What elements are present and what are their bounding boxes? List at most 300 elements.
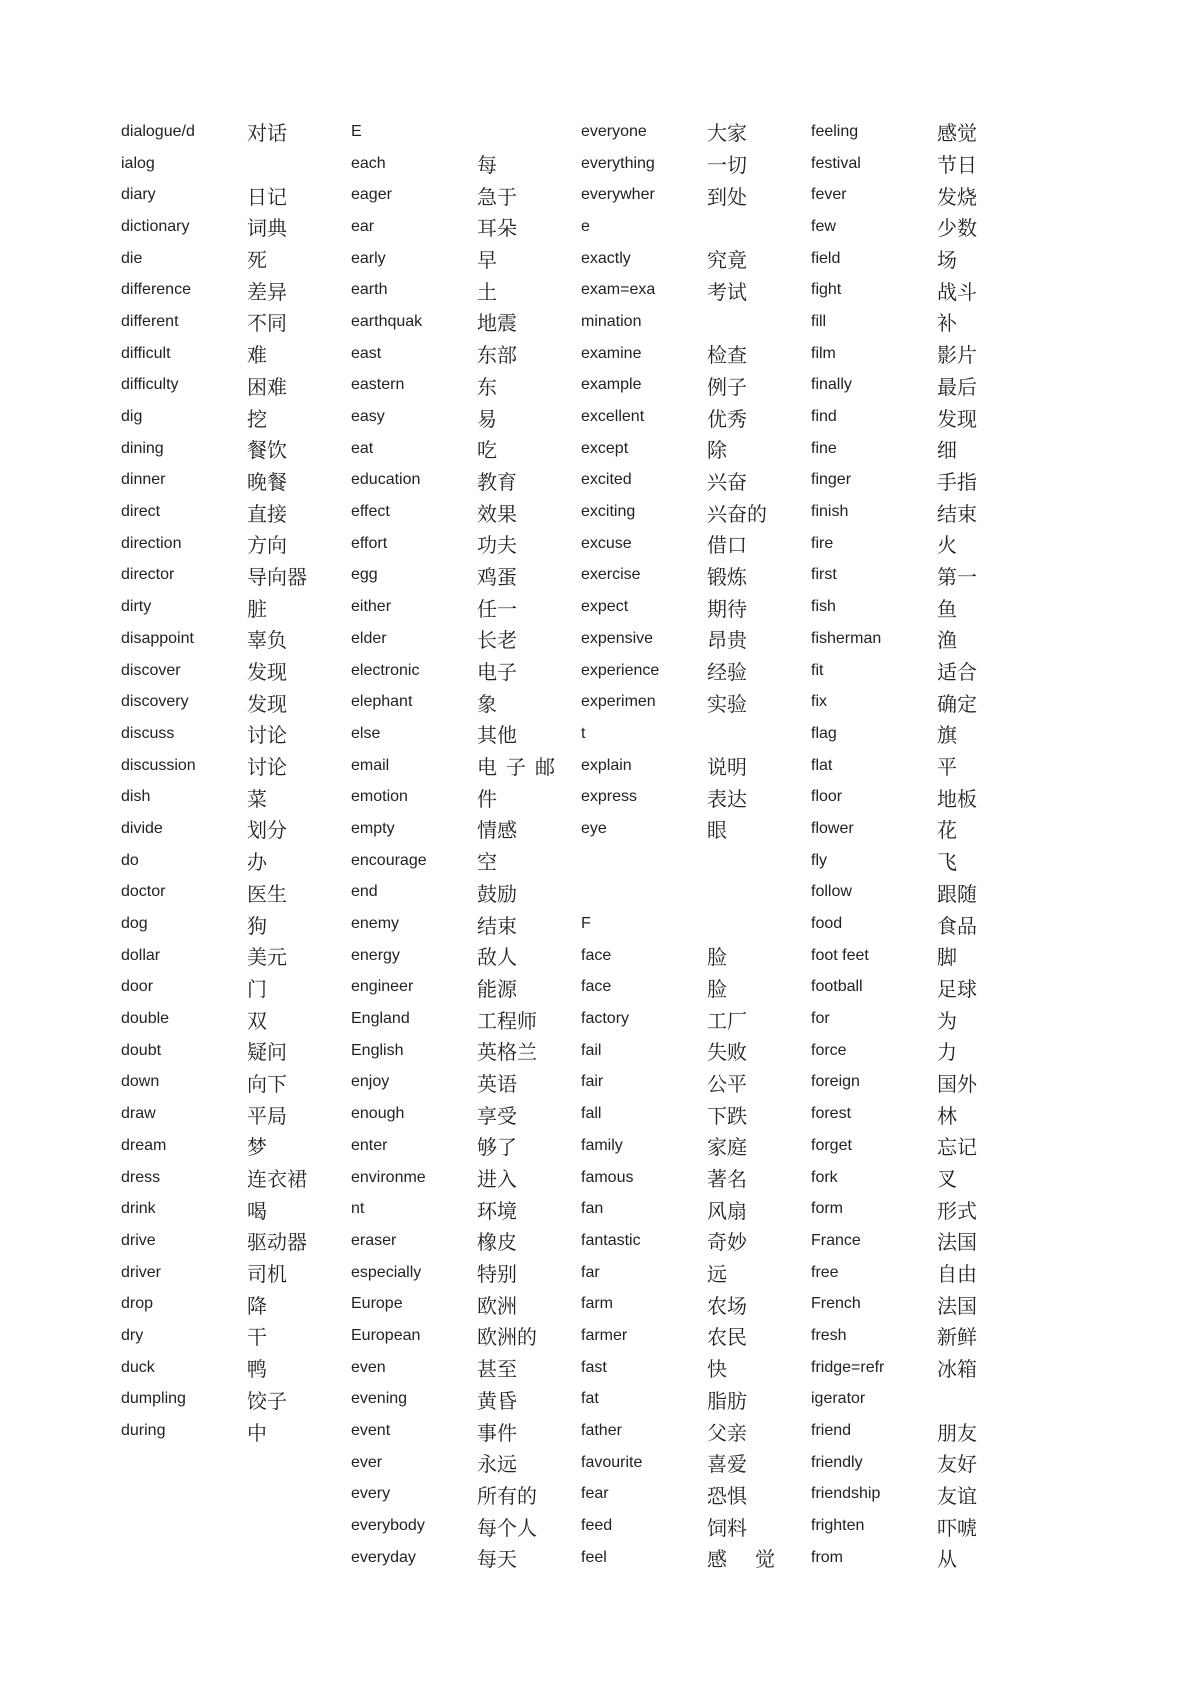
chinese-translation: 饺子 xyxy=(247,1388,287,1413)
vocab-row xyxy=(581,1384,806,1416)
english-word: education xyxy=(351,471,421,489)
english-word: even xyxy=(351,1358,386,1376)
chinese-translation: 感觉 xyxy=(707,1547,803,1572)
vocab-row xyxy=(811,179,1036,211)
vocab-row xyxy=(811,465,1036,497)
english-word: director xyxy=(121,566,175,584)
vocab-row xyxy=(351,1447,576,1479)
chinese-translation: 脏 xyxy=(247,596,267,621)
english-word: evening xyxy=(351,1390,408,1408)
vocab-row xyxy=(351,1510,576,1542)
english-word: foot feet xyxy=(811,946,869,964)
english-word: east xyxy=(351,344,382,362)
vocab-row xyxy=(351,1320,576,1352)
english-word: different xyxy=(121,312,179,330)
english-word: friend xyxy=(811,1422,852,1440)
chinese-translation: 最后 xyxy=(937,374,977,399)
vocab-row xyxy=(351,401,576,433)
vocab-row xyxy=(811,1193,1036,1225)
chinese-translation: 飞 xyxy=(937,850,957,875)
english-word: fine xyxy=(811,439,837,457)
english-word: fill xyxy=(811,312,827,330)
english-word: excuse xyxy=(581,534,632,552)
english-word: flag xyxy=(811,724,837,742)
chinese-translation: 土 xyxy=(477,279,497,304)
vocab-row xyxy=(811,560,1036,592)
vocab-row xyxy=(351,940,576,972)
chinese-translation: 早 xyxy=(477,248,497,273)
chinese-translation: 东 xyxy=(477,374,497,399)
chinese-translation: 细 xyxy=(937,438,957,463)
english-word: far xyxy=(581,1263,600,1281)
english-word: example xyxy=(581,376,642,394)
chinese-translation: 日记 xyxy=(247,184,287,209)
vocab-row xyxy=(121,1162,346,1194)
english-word: eager xyxy=(351,186,392,204)
chinese-translation: 吃 xyxy=(477,438,497,463)
chinese-translation: 英语 xyxy=(477,1071,517,1096)
vocab-row xyxy=(811,1257,1036,1289)
vocab-row xyxy=(121,306,346,338)
vocab-row xyxy=(121,148,346,180)
english-word: dumpling xyxy=(121,1390,186,1408)
vocab-row xyxy=(811,845,1036,877)
vocab-row xyxy=(581,1479,806,1511)
english-word: fat xyxy=(581,1390,599,1408)
chinese-translation: 鸭 xyxy=(247,1357,267,1382)
vocab-row xyxy=(121,1130,346,1162)
english-word: email xyxy=(351,756,390,774)
english-word: early xyxy=(351,249,386,267)
vocab-row xyxy=(581,370,806,402)
vocab-row xyxy=(121,465,346,497)
chinese-translation: 困难 xyxy=(247,374,287,399)
english-word: either xyxy=(351,598,392,616)
chinese-translation: 快 xyxy=(707,1357,727,1382)
chinese-translation: 办 xyxy=(247,850,267,875)
vocab-row xyxy=(811,1003,1036,1035)
chinese-translation: 件 xyxy=(477,786,497,811)
vocab-row xyxy=(351,338,576,370)
vocab-row xyxy=(351,1035,576,1067)
chinese-translation: 远 xyxy=(707,1262,727,1287)
chinese-translation: 空 xyxy=(477,850,497,875)
vocab-column-1 xyxy=(121,116,346,1447)
english-word: free xyxy=(811,1263,839,1281)
english-word: doctor xyxy=(121,883,166,901)
english-word: floor xyxy=(811,788,843,806)
english-word: family xyxy=(581,1136,623,1154)
english-word: difference xyxy=(121,281,191,299)
chinese-translation: 昂贵 xyxy=(707,628,747,653)
vocab-row xyxy=(351,750,576,782)
english-word: dirty xyxy=(121,598,152,616)
vocab-row xyxy=(811,243,1036,275)
chinese-translation: 死 xyxy=(247,248,267,273)
chinese-translation: 工程师 xyxy=(477,1008,537,1033)
chinese-translation: 恐惧 xyxy=(707,1483,747,1508)
vocab-row xyxy=(351,623,576,655)
chinese-translation: 英格兰 xyxy=(477,1040,537,1065)
english-word: exam=exa xyxy=(581,281,656,299)
english-word: finally xyxy=(811,376,852,394)
chinese-translation: 兴奋 xyxy=(707,469,747,494)
chinese-translation: 特别 xyxy=(477,1262,517,1287)
chinese-translation: 优秀 xyxy=(707,406,747,431)
vocab-row xyxy=(121,972,346,1004)
vocab-row xyxy=(121,813,346,845)
chinese-translation: 黄昏 xyxy=(477,1388,517,1413)
english-word: film xyxy=(811,344,836,362)
english-word: dream xyxy=(121,1136,167,1154)
chinese-translation: 冰箱 xyxy=(937,1357,977,1382)
vocab-row xyxy=(121,877,346,909)
english-word: eastern xyxy=(351,376,405,394)
english-word: die xyxy=(121,249,143,267)
vocab-row xyxy=(811,211,1036,243)
english-word: everywher xyxy=(581,186,655,204)
chinese-translation: 永远 xyxy=(477,1452,517,1477)
vocab-row xyxy=(581,1510,806,1542)
vocab-row xyxy=(581,338,806,370)
vocab-row xyxy=(581,686,806,718)
english-word: difficulty xyxy=(121,376,179,394)
chinese-translation: 父亲 xyxy=(707,1420,747,1445)
chinese-translation: 甚至 xyxy=(477,1357,517,1382)
chinese-translation: 著名 xyxy=(707,1167,747,1192)
chinese-translation: 欧洲的 xyxy=(477,1325,537,1350)
english-word: French xyxy=(811,1295,861,1313)
vocab-row xyxy=(581,623,806,655)
chinese-translation: 旗 xyxy=(937,723,957,748)
english-word: fast xyxy=(581,1358,607,1376)
vocab-row xyxy=(351,243,576,275)
vocab-row xyxy=(811,1447,1036,1479)
chinese-translation: 例子 xyxy=(707,374,747,399)
chinese-translation: 渔 xyxy=(937,628,957,653)
chinese-translation: 食品 xyxy=(937,913,977,938)
english-word: fish xyxy=(811,598,836,616)
vocab-row xyxy=(811,1098,1036,1130)
vocab-row xyxy=(581,496,806,528)
vocab-row xyxy=(811,877,1036,909)
chinese-translation: 任一 xyxy=(477,596,517,621)
vocab-row xyxy=(121,1384,346,1416)
chinese-translation: 欧洲 xyxy=(477,1293,517,1318)
chinese-translation: 其他 xyxy=(477,723,517,748)
english-word: dollar xyxy=(121,946,161,964)
english-word: eye xyxy=(581,819,607,837)
chinese-translation: 向下 xyxy=(247,1071,287,1096)
vocab-row xyxy=(811,623,1036,655)
vocab-row xyxy=(811,1510,1036,1542)
vocab-row xyxy=(351,972,576,1004)
chinese-translation: 形式 xyxy=(937,1198,977,1223)
chinese-translation: 进入 xyxy=(477,1167,517,1192)
english-word: football xyxy=(811,978,863,996)
chinese-translation: 急于 xyxy=(477,184,517,209)
chinese-translation: 法国 xyxy=(937,1230,977,1255)
vocab-row xyxy=(581,781,806,813)
english-word: European xyxy=(351,1326,421,1344)
vocab-row xyxy=(811,591,1036,623)
chinese-translation: 象 xyxy=(477,691,497,716)
english-word: expect xyxy=(581,598,629,616)
vocab-row xyxy=(351,1257,576,1289)
chinese-translation: 究竟 xyxy=(707,248,747,273)
chinese-translation: 考试 xyxy=(707,279,747,304)
vocab-row xyxy=(121,940,346,972)
english-word: face xyxy=(581,946,612,964)
vocab-row xyxy=(581,211,806,243)
chinese-translation: 兴奋的 xyxy=(707,501,767,526)
vocab-row xyxy=(351,496,576,528)
english-word: eat xyxy=(351,439,374,457)
chinese-translation: 风扇 xyxy=(707,1198,747,1223)
chinese-translation: 东部 xyxy=(477,343,517,368)
english-word: favourite xyxy=(581,1453,643,1471)
chinese-translation: 鱼 xyxy=(937,596,957,621)
vocab-row xyxy=(581,179,806,211)
english-word: examine xyxy=(581,344,642,362)
vocab-row xyxy=(351,465,576,497)
chinese-translation: 从 xyxy=(937,1547,957,1572)
english-word: electronic xyxy=(351,661,420,679)
english-word: fair xyxy=(581,1073,604,1091)
english-word: ever xyxy=(351,1453,383,1471)
vocab-row xyxy=(351,686,576,718)
chinese-translation: 火 xyxy=(937,533,957,558)
chinese-translation: 教育 xyxy=(477,469,517,494)
vocab-column-3 xyxy=(581,116,806,1574)
english-word: fridge=refr xyxy=(811,1358,885,1376)
vocab-row xyxy=(811,1479,1036,1511)
vocab-row xyxy=(811,1130,1036,1162)
vocab-row xyxy=(811,972,1036,1004)
chinese-translation: 补 xyxy=(937,311,957,336)
english-word: experience xyxy=(581,661,660,679)
vocab-row xyxy=(121,528,346,560)
english-word: do xyxy=(121,851,139,869)
chinese-translation: 耳朵 xyxy=(477,216,517,241)
english-word: Europe xyxy=(351,1295,403,1313)
english-word: nt xyxy=(351,1200,365,1218)
english-word: dish xyxy=(121,788,151,806)
vocab-row xyxy=(351,528,576,560)
chinese-translation: 驱动器 xyxy=(247,1230,307,1255)
chinese-translation: 结束 xyxy=(477,913,517,938)
english-word: forget xyxy=(811,1136,852,1154)
english-word: energy xyxy=(351,946,400,964)
chinese-translation: 司机 xyxy=(247,1262,287,1287)
vocab-row xyxy=(121,1098,346,1130)
chinese-translation: 表达 xyxy=(707,786,747,811)
chinese-translation: 脂肪 xyxy=(707,1388,747,1413)
english-word: t xyxy=(581,724,586,742)
chinese-translation: 讨论 xyxy=(247,755,287,780)
vocab-row xyxy=(811,1415,1036,1447)
vocab-row xyxy=(121,1193,346,1225)
english-word: dog xyxy=(121,915,148,933)
vocab-row xyxy=(811,1542,1036,1574)
chinese-translation: 到处 xyxy=(707,184,747,209)
chinese-translation: 干 xyxy=(247,1325,267,1350)
vocab-row xyxy=(121,1320,346,1352)
chinese-translation: 能源 xyxy=(477,976,517,1001)
english-word: find xyxy=(811,408,837,426)
chinese-translation: 词典 xyxy=(247,216,287,241)
chinese-translation: 情感 xyxy=(477,818,517,843)
english-word: exciting xyxy=(581,503,636,521)
vocab-row xyxy=(581,877,806,909)
chinese-translation: 不同 xyxy=(247,311,287,336)
vocab-row xyxy=(811,718,1036,750)
chinese-translation: 划分 xyxy=(247,818,287,843)
vocab-row xyxy=(581,401,806,433)
english-word: event xyxy=(351,1422,391,1440)
chinese-translation: 脸 xyxy=(707,976,727,1001)
english-word: friendly xyxy=(811,1453,863,1471)
english-word: drink xyxy=(121,1200,156,1218)
vocab-row xyxy=(811,655,1036,687)
chinese-translation: 每天 xyxy=(477,1547,517,1572)
vocab-row xyxy=(351,1067,576,1099)
chinese-translation: 效果 xyxy=(477,501,517,526)
vocab-row xyxy=(581,1352,806,1384)
vocab-row xyxy=(811,401,1036,433)
english-word: flat xyxy=(811,756,833,774)
english-word: feel xyxy=(581,1548,607,1566)
chinese-translation: 发烧 xyxy=(937,184,977,209)
english-word: encourage xyxy=(351,851,427,869)
vocab-row xyxy=(811,686,1036,718)
english-word: enter xyxy=(351,1136,388,1154)
chinese-translation: 自由 xyxy=(937,1262,977,1287)
english-word: down xyxy=(121,1073,160,1091)
chinese-translation: 吓唬 xyxy=(937,1515,977,1540)
vocab-row xyxy=(581,560,806,592)
vocab-row xyxy=(811,1225,1036,1257)
english-word: earth xyxy=(351,281,388,299)
chinese-translation: 差异 xyxy=(247,279,287,304)
chinese-translation: 梦 xyxy=(247,1135,267,1160)
english-word: fan xyxy=(581,1200,604,1218)
chinese-translation: 叉 xyxy=(937,1167,957,1192)
chinese-translation: 确定 xyxy=(937,691,977,716)
chinese-translation: 事件 xyxy=(477,1420,517,1445)
vocab-row xyxy=(581,1067,806,1099)
english-word: dictionary xyxy=(121,217,190,235)
chinese-translation: 影片 xyxy=(937,343,977,368)
vocab-row xyxy=(121,1003,346,1035)
vocab-row xyxy=(581,1542,806,1574)
english-word: ialog xyxy=(121,154,155,172)
vocab-column-2 xyxy=(351,116,576,1574)
english-word: duck xyxy=(121,1358,155,1376)
vocab-row xyxy=(811,1384,1036,1416)
vocab-row xyxy=(121,116,346,148)
vocab-row xyxy=(581,1415,806,1447)
vocab-row xyxy=(351,1542,576,1574)
vocab-row xyxy=(581,1130,806,1162)
chinese-translation: 战斗 xyxy=(937,279,977,304)
vocab-row xyxy=(581,845,806,877)
vocab-row xyxy=(121,718,346,750)
english-word: e xyxy=(581,217,590,235)
vocab-row xyxy=(581,274,806,306)
vocab-row xyxy=(811,496,1036,528)
chinese-translation: 菜 xyxy=(247,786,267,811)
english-word: English xyxy=(351,1041,404,1059)
vocab-row xyxy=(581,528,806,560)
english-word: enemy xyxy=(351,915,400,933)
vocab-row xyxy=(581,148,806,180)
chinese-translation: 工厂 xyxy=(707,1008,747,1033)
chinese-translation: 检查 xyxy=(707,343,747,368)
english-word: empty xyxy=(351,819,395,837)
vocab-row xyxy=(581,940,806,972)
vocab-row xyxy=(351,306,576,338)
english-word: finish xyxy=(811,503,849,521)
english-word: E xyxy=(351,122,362,140)
chinese-translation: 直接 xyxy=(247,501,287,526)
english-word: few xyxy=(811,217,836,235)
chinese-translation: 环境 xyxy=(477,1198,517,1223)
vocab-row xyxy=(811,433,1036,465)
english-word: especially xyxy=(351,1263,422,1281)
english-word: everyone xyxy=(581,122,647,140)
chinese-translation: 大家 xyxy=(707,121,747,146)
english-word: father xyxy=(581,1422,622,1440)
english-word: igerator xyxy=(811,1390,866,1408)
chinese-translation: 国外 xyxy=(937,1071,977,1096)
chinese-translation: 连衣裙 xyxy=(247,1167,307,1192)
vocab-row xyxy=(351,1130,576,1162)
english-word: fix xyxy=(811,693,827,711)
english-word: mination xyxy=(581,312,642,330)
chinese-translation: 说明 xyxy=(707,755,747,780)
vocab-row xyxy=(581,1003,806,1035)
vocab-row xyxy=(121,274,346,306)
english-word: fear xyxy=(581,1485,609,1503)
english-word: except xyxy=(581,439,629,457)
vocab-row xyxy=(121,401,346,433)
chinese-translation: 难 xyxy=(247,343,267,368)
chinese-translation: 忘记 xyxy=(937,1135,977,1160)
vocab-row xyxy=(121,496,346,528)
chinese-translation: 适合 xyxy=(937,660,977,685)
english-word: dining xyxy=(121,439,164,457)
vocab-row xyxy=(351,211,576,243)
english-word: expensive xyxy=(581,629,654,647)
chinese-translation: 足球 xyxy=(937,976,977,1001)
vocab-row xyxy=(351,1352,576,1384)
chinese-translation: 导向器 xyxy=(247,564,307,589)
chinese-translation: 医生 xyxy=(247,881,287,906)
english-word: fit xyxy=(811,661,824,679)
english-word: effect xyxy=(351,503,390,521)
english-word: doubt xyxy=(121,1041,162,1059)
chinese-translation: 每个人 xyxy=(477,1515,537,1540)
vocab-row xyxy=(121,781,346,813)
english-word: fantastic xyxy=(581,1231,641,1249)
english-word: friendship xyxy=(811,1485,881,1503)
english-word: finger xyxy=(811,471,852,489)
english-word: fire xyxy=(811,534,834,552)
english-word: everything xyxy=(581,154,655,172)
english-word: enjoy xyxy=(351,1073,390,1091)
english-word: each xyxy=(351,154,386,172)
